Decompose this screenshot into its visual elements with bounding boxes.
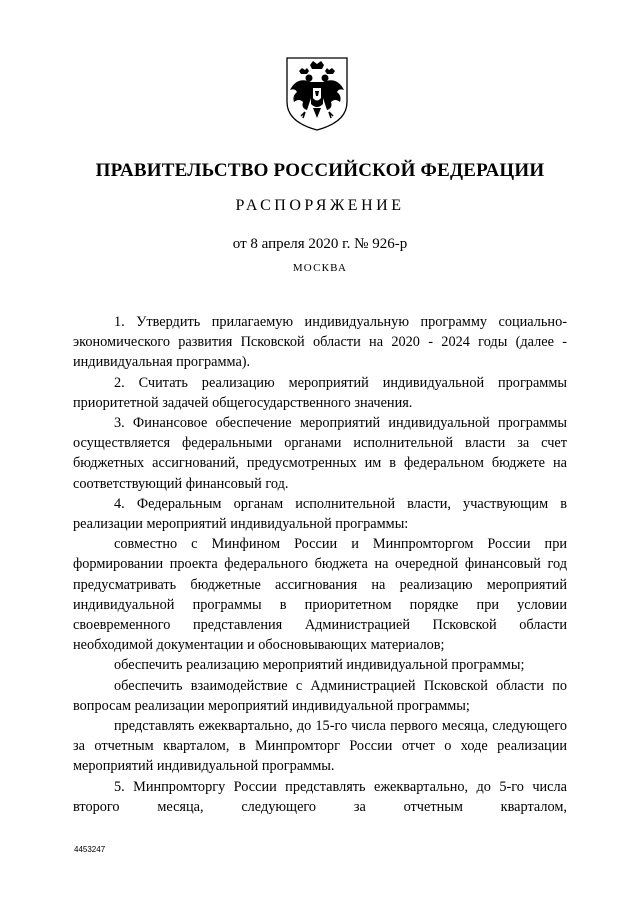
document-date-number: от 8 апреля 2020 г. № 926-р: [232, 236, 408, 252]
paragraph-4-item-3: обеспечить взаимодействие с Администрацией Псковской области по вопросам реализации мероприятий индивидуальной программы;: [73, 677, 567, 714]
paragraph-1: 1. Утвердить прилагаемую индивидуальную программу социально-экономического развития Псковской области на 2020 - 2024 годы (далее - индивидуальная программа).: [73, 314, 567, 371]
paragraph-4-item-2: обеспечить реализацию мероприятий индивидуальной программы;: [114, 657, 525, 674]
paragraph-5: 5. Минпромторгу России представлять ежеквартально, до 5-го числа второго месяца, следующего за отчетным кварталом,: [73, 778, 567, 815]
paragraph-2: 2. Считать реализацию мероприятий индивидуальной программы приоритетной задачей общегосударственного значения.: [73, 374, 567, 411]
paragraph-4-item-1: совместно с Минфином России и Минпромторгом России при формировании проекта федерального бюджета на очередной финансовый год предусматривать бюджетные ассигнования на реализацию мероприятий индивидуальной программы в приоритетном порядке при условии своевременного представления Администрацией Псковской области необходимой документации и обосновывающих материалов;: [73, 536, 567, 654]
russian-coat-of-arms-icon: [277, 52, 357, 132]
document-type: РАСПОРЯЖЕНИЕ: [235, 197, 405, 214]
paragraph-4: 4. Федеральным органам исполнительной власти, участвующим в реализации мероприятий индивидуальной программы:: [73, 495, 567, 533]
document-city: МОСКВА: [292, 262, 348, 274]
paragraph-3: 3. Финансовое обеспечение мероприятий индивидуальной программы осуществляется федеральными органами исполнительной власти за счет бюджетных ассигнований, предусмотренных им в федеральном бюджете на соответствующий финансовый год.: [73, 415, 567, 492]
government-title: ПРАВИТЕЛЬСТВО РОССИЙСКОЙ ФЕДЕРАЦИИ: [95, 160, 545, 181]
document-code: 4453247: [74, 845, 106, 854]
document-body: [73, 312, 567, 817]
paragraph-4-item-4: представлять ежеквартально, до 15-го числа первого месяца, следующего за отчетным кварталом, в Минпромторг России отчет о ходе реализации мероприятий индивидуальной программы.: [73, 718, 567, 775]
